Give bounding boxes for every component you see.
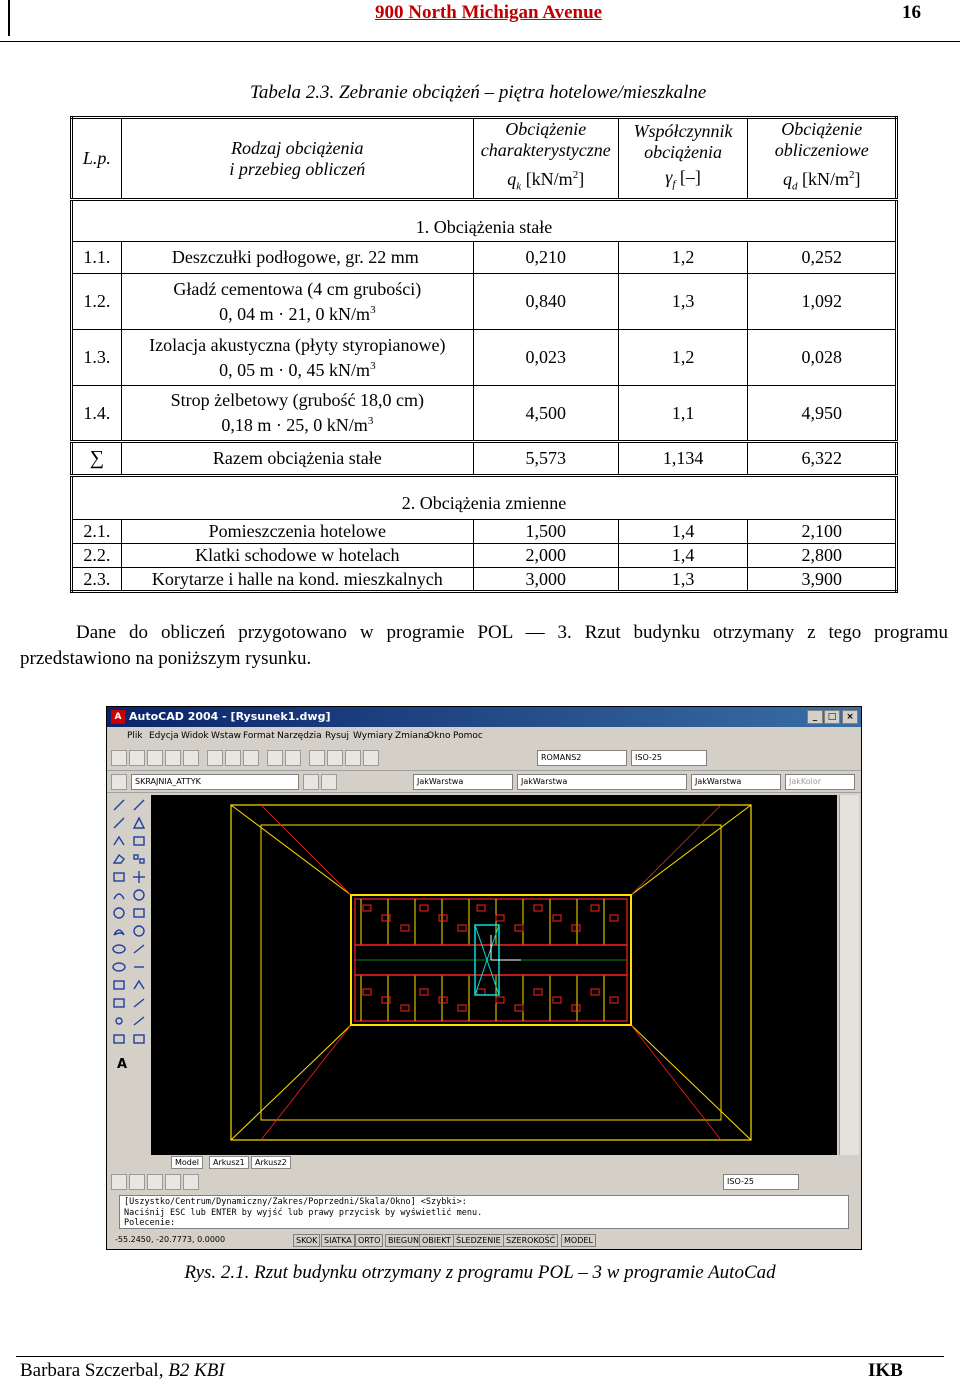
cell-name: Pomieszczenia hotelowe [121, 520, 473, 544]
command-line-1: [Uszystko/Centrum/Dynamiczny/Zakres/Poprzedni/Skala/Okno] <Szybki>: [124, 1197, 467, 1207]
room-detail [382, 915, 390, 921]
model-toggle[interactable]: MODEL [561, 1234, 596, 1247]
header-char-line2: charakterystyczne [480, 140, 611, 161]
room-detail [572, 925, 580, 931]
section-row-variable [72, 476, 897, 520]
linear-dim-icon[interactable] [111, 1174, 127, 1190]
sum-symbol: ∑ [72, 442, 122, 476]
table-row [72, 568, 897, 592]
menu-item-edit[interactable]: Edycja [149, 731, 179, 741]
page-number: 16 [902, 2, 921, 23]
cell-lp: 1.1. [72, 242, 122, 274]
menu-item-dimension[interactable]: Wymiary [353, 731, 393, 741]
room-detail [439, 997, 447, 1003]
standard-toolbar [107, 747, 861, 771]
room-detail [420, 905, 428, 911]
symbol-sub-d: d [791, 180, 798, 193]
header-title[interactable]: 900 North Michigan Avenue [375, 2, 603, 23]
room-detail [534, 905, 542, 911]
menu-item-view[interactable]: Widok [181, 731, 209, 741]
window-titlebar[interactable] [107, 707, 861, 727]
diagonal-line [631, 805, 751, 895]
minimize-button[interactable]: _ [807, 710, 823, 724]
room-detail [439, 915, 447, 921]
cell-qk: 0,210 [473, 242, 618, 274]
cell-qd: 0,252 [748, 242, 897, 274]
menu-bar [107, 728, 861, 746]
footer-author [20, 1360, 225, 1381]
footer-group: B2 KBI [168, 1360, 225, 1381]
menu-item-modify[interactable]: Zmiana [395, 731, 430, 741]
room-detail [553, 915, 561, 921]
cell-lp: 1.3. [72, 330, 122, 386]
formula-text: 0,18 m · 25, 0 kN/m [221, 415, 368, 435]
cell-gf: 1,4 [618, 520, 748, 544]
lineweight-toggle[interactable]: SZEROKOŚĆ [503, 1234, 558, 1247]
maximize-button[interactable]: □ [824, 710, 840, 724]
cell-gf: 1,2 [618, 330, 748, 386]
zoom-icon[interactable] [327, 750, 343, 766]
close-button[interactable]: × [842, 710, 858, 724]
cell-gf: 1,4 [618, 544, 748, 568]
unit-sup: 2 [572, 169, 579, 182]
room-detail [477, 989, 485, 995]
new-file-icon[interactable] [111, 750, 127, 766]
table-row [72, 330, 897, 386]
section-row-permanent [72, 200, 897, 242]
aligned-dim-icon[interactable] [129, 1174, 145, 1190]
menu-item-file[interactable]: Plik [127, 731, 143, 741]
unit-tail: ] [578, 169, 585, 190]
header-design [748, 118, 897, 200]
dim-style-combo[interactable]: ISO-25 [631, 750, 707, 766]
footer-rule [16, 1356, 944, 1357]
formula-text: 0, 05 m · 0, 45 kN/m [219, 359, 371, 380]
header-des-line2: obliczeniowe [774, 140, 869, 161]
otrack-toggle[interactable]: ŚLEDZENIE [453, 1234, 504, 1247]
coordinates-readout: -55.2450, -20.7773, 0.0000 [115, 1235, 226, 1244]
cell-name: Deszczułki podłogowe, gr. 22 mm [121, 242, 473, 274]
cell-qk: 5,573 [473, 442, 618, 476]
formula-sup: 3 [367, 415, 374, 427]
room-detail [591, 989, 599, 995]
unit-text: [kN/m [525, 169, 573, 190]
menu-item-insert[interactable]: Wstaw [211, 731, 241, 741]
room-detail [382, 997, 390, 1003]
symbol-q: q [507, 169, 517, 190]
section-title: 1. Obciążenia stałe [72, 200, 897, 242]
menu-item-help[interactable]: Pomoc [453, 731, 483, 741]
cell-qd: 1,092 [748, 274, 897, 330]
text-tool-icon[interactable]: A [117, 1057, 128, 1072]
cell-qd: 2,100 [748, 520, 897, 544]
table-row [72, 242, 897, 274]
tab-model[interactable]: Model [171, 1156, 203, 1169]
layers-toolbar [107, 771, 861, 793]
room-detail [553, 997, 561, 1003]
header-char-line1: Obciążenie [505, 119, 587, 140]
symbol-sub-k: k [516, 180, 522, 193]
diagonal-line-red [631, 805, 721, 895]
room-detail [458, 1005, 466, 1011]
cell-qd: 2,800 [748, 544, 897, 568]
copy-icon[interactable] [225, 750, 241, 766]
cell-name [121, 330, 473, 386]
header-coefficient [618, 118, 748, 200]
text-style-combo[interactable]: ROMANS2 [537, 750, 627, 766]
unit-dimensionless: [–] [679, 167, 701, 188]
header-des-unit [750, 165, 893, 198]
diagonal-line-red [261, 1025, 351, 1140]
unit-text: [kN/m [801, 169, 849, 190]
section-title: 2. Obciążenia zmienne [72, 476, 897, 520]
cell-name-text: Strop żelbetowy (grubość 18,0 cm) [170, 390, 425, 410]
table-row [72, 544, 897, 568]
room-detail [363, 989, 371, 995]
body-paragraph: Dane do obliczeń przygotowano w programie POL — 3. Rzut budynku otrzymany z tego programu przedstawiono na poniższym rysunku. [20, 622, 948, 669]
room-detail [515, 1005, 523, 1011]
floor-plan-drawing[interactable] [151, 795, 837, 1155]
diagonal-line-red [631, 1025, 721, 1140]
symbol-q: q [782, 169, 792, 190]
toolbar-icons[interactable] [109, 795, 149, 1155]
paste-icon[interactable] [243, 750, 259, 766]
figure-caption: Rys. 2.1. Rzut budynku otrzymany z programu POL – 3 w programie AutoCad [184, 1262, 776, 1283]
cell-gf: 1,3 [618, 568, 748, 592]
cell-lp: 1.4. [72, 386, 122, 442]
command-line-2: Naciśnij ESC lub ENTER by wyjść lub prawy przycisk by wyświetlić menu. [124, 1207, 483, 1218]
formula-sup: 3 [370, 303, 376, 316]
cell-name: Razem obciążenia stałe [121, 442, 473, 476]
angular-dim-icon[interactable] [183, 1174, 199, 1190]
ortho-toggle[interactable]: ORTO [355, 1234, 383, 1247]
room-detail [610, 997, 618, 1003]
vertical-scrollbar[interactable] [839, 795, 859, 1155]
header-left-bar [8, 0, 10, 36]
room-detail [591, 905, 599, 911]
table-caption: Tabela 2.3. Zebranie obciążeń – piętra hotelowe/mieszkalne [250, 82, 707, 103]
cell-qk: 2,000 [473, 544, 618, 568]
header-des-line1: Obciążenie [781, 119, 863, 140]
status-bar [107, 1233, 861, 1249]
drawing-area[interactable] [151, 795, 837, 1155]
cell-qd: 3,900 [748, 568, 897, 592]
make-current-icon[interactable] [303, 774, 319, 790]
header-type-line1: Rodzaj obciążenia [231, 137, 364, 158]
dimension-toolbar [107, 1171, 861, 1193]
table-row [72, 386, 897, 442]
room-detail [401, 1005, 409, 1011]
cell-qk: 3,000 [473, 568, 618, 592]
cell-name: Klatki schodowe w hotelach [121, 544, 473, 568]
command-prompt: Polecenie: [124, 1218, 176, 1228]
header-rule [0, 41, 960, 42]
cell-name: Korytarze i halle na kond. mieszkalnych [121, 568, 473, 592]
room-detail [401, 925, 409, 931]
symbol-sub-f: f [672, 178, 676, 191]
cell-formula [124, 356, 471, 381]
command-line[interactable] [119, 1195, 849, 1229]
layer-manager-icon[interactable] [111, 774, 127, 790]
cell-lp: 2.1. [72, 520, 122, 544]
window-title: AutoCAD 2004 - [Rysunek1.dwg] [129, 710, 331, 723]
autocad-app-icon: A [111, 710, 125, 724]
cell-qk: 4,500 [473, 386, 618, 442]
formula-text: 0, 04 m · 21, 0 kN/m [219, 303, 371, 324]
room-detail [363, 905, 371, 911]
undo-icon[interactable] [267, 750, 283, 766]
osnap-toggle[interactable]: OBIEKT [419, 1234, 454, 1247]
cell-lp: 1.2. [72, 274, 122, 330]
cell-formula [124, 411, 471, 436]
layer-combo[interactable]: SKRAJNIA_ATTYK [131, 774, 299, 790]
save-icon[interactable] [147, 750, 163, 766]
sum-row [72, 442, 897, 476]
header-coef-line2: obciążenia [644, 142, 723, 163]
diagonal-line [631, 1025, 751, 1140]
room-detail [458, 925, 466, 931]
help-icon[interactable] [363, 750, 379, 766]
header-coef-unit [621, 167, 746, 196]
open-file-icon[interactable] [129, 750, 145, 766]
diameter-dim-icon[interactable] [165, 1174, 181, 1190]
diagonal-line-red [261, 805, 351, 895]
room-detail [610, 915, 618, 921]
polar-toggle[interactable]: BIEGUN [385, 1234, 422, 1247]
table-row [72, 274, 897, 330]
header-type-line2: i przebieg obliczeń [229, 158, 366, 179]
snap-toggle[interactable]: SKOK [293, 1234, 320, 1247]
cell-qd: 6,322 [748, 442, 897, 476]
cell-lp: 2.2. [72, 544, 122, 568]
plot-style-combo[interactable]: JakKolor [785, 774, 855, 790]
layer-previous-icon[interactable] [321, 774, 337, 790]
cell-qk: 0,023 [473, 330, 618, 386]
header-coef-line1: Współczynnik [633, 121, 733, 142]
radius-dim-icon[interactable] [147, 1174, 163, 1190]
menu-item-tools[interactable]: Narzędzia [277, 731, 322, 741]
cell-qk: 1,500 [473, 520, 618, 544]
menu-item-format[interactable]: Format [243, 731, 275, 741]
room-detail [496, 997, 504, 1003]
room-detail [572, 1005, 580, 1011]
menu-item-window[interactable]: Okno [427, 731, 451, 741]
load-table [70, 116, 898, 593]
preview-icon[interactable] [183, 750, 199, 766]
color-combo[interactable]: JakWarstwa [413, 774, 513, 790]
menu-item-draw[interactable]: Rysuj [325, 731, 349, 741]
tab-layout2[interactable]: Arkusz2 [251, 1156, 291, 1169]
header-lp: L.p. [72, 118, 122, 200]
cell-name [121, 274, 473, 330]
cell-lp: 2.3. [72, 568, 122, 592]
tab-layout1[interactable]: Arkusz1 [209, 1156, 249, 1169]
cut-icon[interactable] [207, 750, 223, 766]
properties-icon[interactable] [345, 750, 361, 766]
layout-tabs [151, 1155, 859, 1169]
formula-sup: 3 [370, 359, 376, 372]
print-icon[interactable] [165, 750, 181, 766]
cell-name-text: Gładź cementowa (4 cm grubości) [173, 278, 422, 299]
room-detail [515, 925, 523, 931]
pan-icon[interactable] [309, 750, 325, 766]
room-detail [534, 989, 542, 995]
table-row [72, 520, 897, 544]
cell-name-text: Izolacja akustyczna (płyty styropianowe) [149, 334, 446, 355]
draw-modify-toolbars [109, 795, 149, 1155]
cell-qd: 4,950 [748, 386, 897, 442]
lineweight-combo[interactable]: JakWarstwa [691, 774, 781, 790]
diagonal-line [231, 1025, 351, 1140]
cell-qk: 0,840 [473, 274, 618, 330]
header-characteristic [473, 118, 618, 200]
footer-brand: IKB [868, 1360, 903, 1381]
redo-icon[interactable] [285, 750, 301, 766]
unit-tail: ] [854, 169, 861, 190]
autocad-window [106, 706, 862, 1250]
symbol-gamma: γ [665, 167, 673, 188]
unit-sup: 2 [848, 169, 855, 182]
cell-formula [124, 300, 471, 325]
grid-toggle[interactable]: SIATKA [321, 1234, 355, 1247]
cell-gf: 1,3 [618, 274, 748, 330]
header-load-type [121, 118, 473, 200]
dim-style-combo-2[interactable]: ISO-25 [723, 1174, 799, 1190]
cell-gf: 1,134 [618, 442, 748, 476]
cell-gf: 1,2 [618, 242, 748, 274]
room-detail [477, 905, 485, 911]
cell-name [121, 386, 473, 442]
room-detail [496, 915, 504, 921]
header-char-unit [476, 165, 616, 198]
linetype-combo[interactable]: JakWarstwa [517, 774, 687, 790]
footer-author-name: Barbara Szczerbal, [20, 1360, 169, 1381]
diagonal-line [231, 805, 351, 895]
room-detail [420, 989, 428, 995]
cell-gf: 1,1 [618, 386, 748, 442]
table-header-row [72, 118, 897, 200]
cell-qd: 0,028 [748, 330, 897, 386]
